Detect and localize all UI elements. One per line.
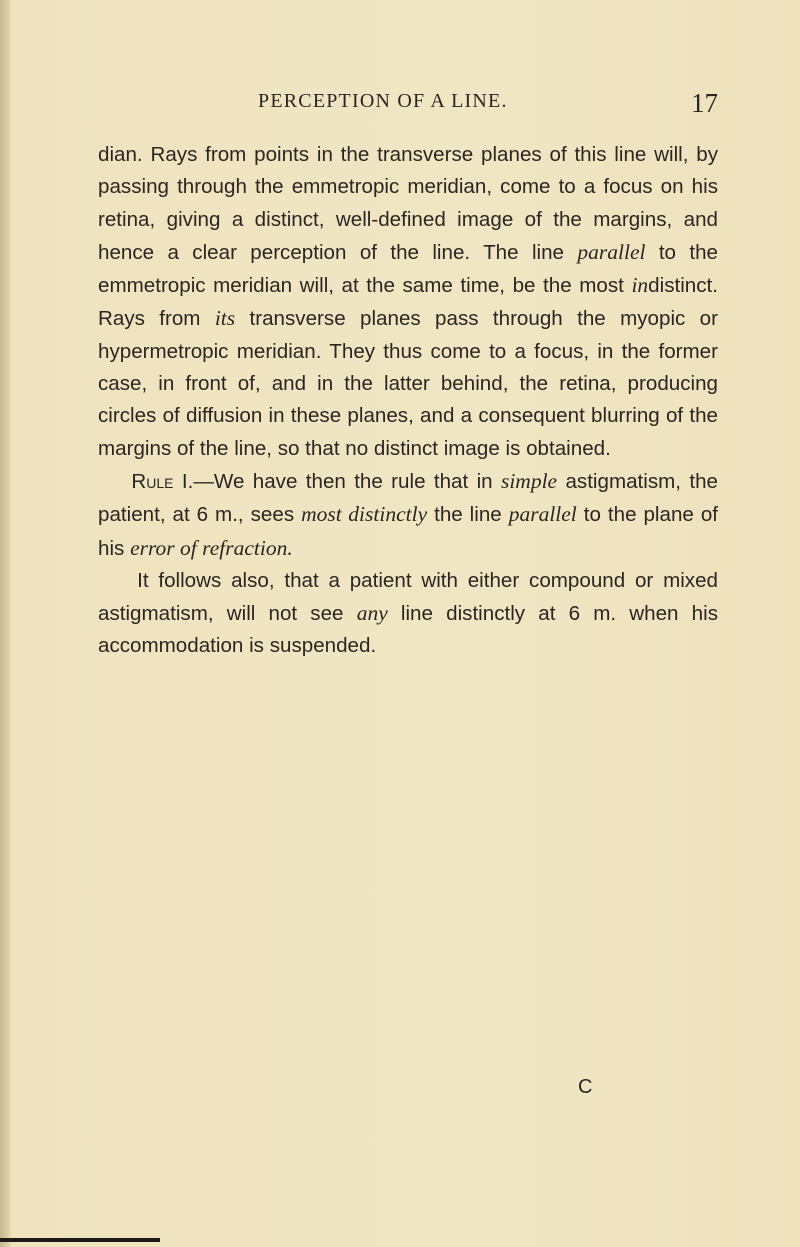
text-run: to the emmetropic meridian will, at the same time, be the most	[98, 240, 718, 298]
text-run: dian. Rays from points in the transverse planes of this line will, by passing through the emmetropic meridian, come to a focus on his retina, giving a distinct, well-defined image of the margins, and hence a clear perception of the line. The line	[98, 143, 718, 264]
text-run: transverse planes pass through the myopic or hypermetropic meridian. They thus come to a focus, in the former case, in front of, and in the latter behind, the retina, producing circles of diffusion in these planes, and a consequent blurring of the margins of the line, so that no distinct image is obtained.	[98, 307, 718, 460]
text-run: line distinctly at 6 m. when his accommodation is suspended.	[98, 602, 718, 658]
italic-run: most distinctly	[301, 502, 428, 527]
text-run: the line	[427, 503, 509, 527]
page-header	[258, 90, 718, 120]
italic-run: its	[214, 306, 236, 331]
paragraph-3	[98, 565, 718, 663]
text-run: distinct. Rays from	[98, 274, 718, 331]
body-text	[98, 139, 718, 663]
text-run: to the plane of his	[98, 503, 718, 560]
spine-shadow	[0, 0, 10, 1247]
italic-run: in	[631, 273, 649, 298]
paragraph-1	[98, 139, 718, 465]
bottom-rule	[0, 1238, 160, 1242]
rule-label: Rule I.	[131, 469, 194, 493]
italic-run: simple	[500, 468, 558, 493]
text-run: astigmatism, the patient, at 6 m., sees	[98, 469, 718, 527]
italic-run: parallel	[577, 239, 646, 264]
italic-run: parallel	[508, 502, 577, 527]
italic-run: error of refraction.	[130, 535, 293, 560]
paragraph-2	[98, 465, 718, 565]
text-run: —We have then the rule that in	[193, 469, 501, 493]
text-run: It follows also, that a patient with either compound or mixed astigmatism, will not see	[98, 568, 718, 626]
italic-run: any	[356, 601, 388, 626]
running-head: PERCEPTION OF A LINE.	[258, 90, 508, 112]
signature-mark: C	[578, 1076, 593, 1098]
page-number: 17	[691, 88, 718, 118]
